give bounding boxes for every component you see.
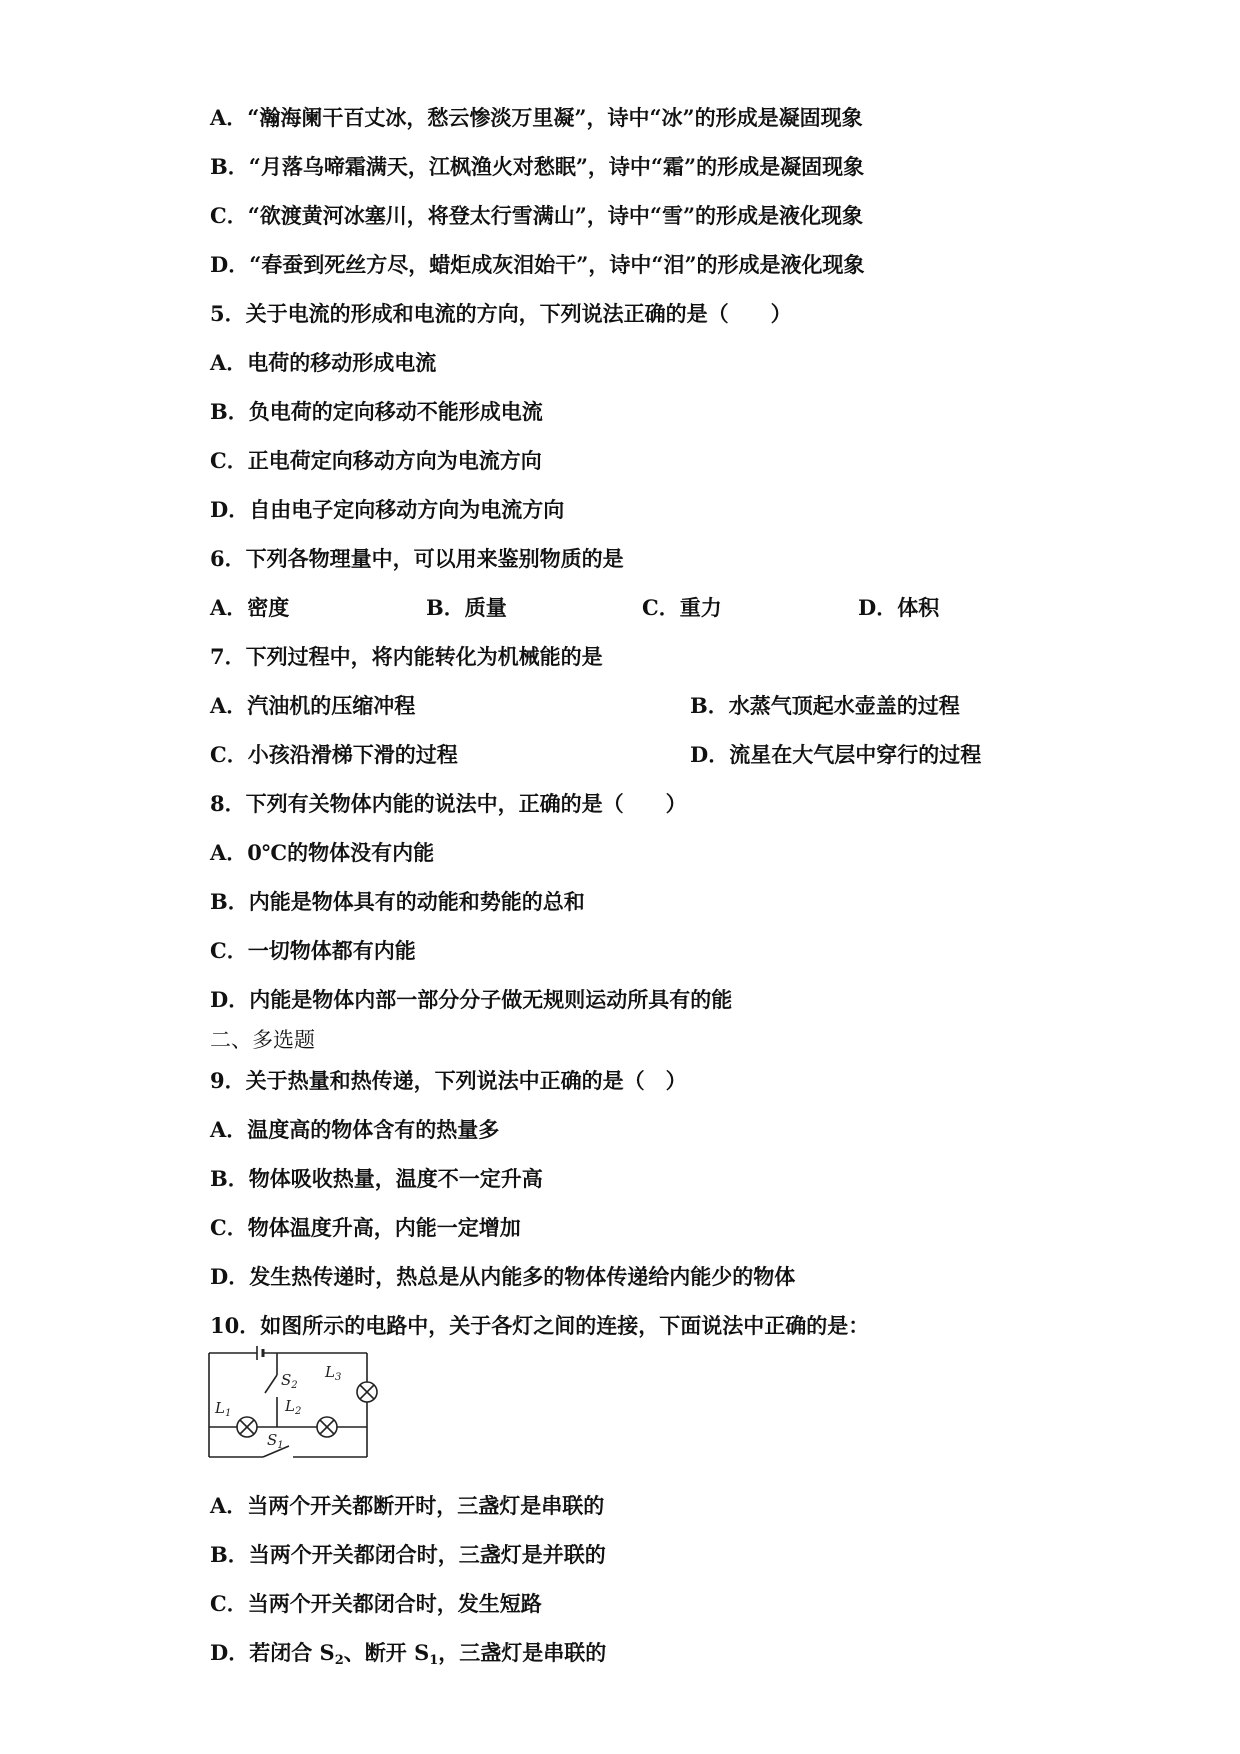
q8-option-d xyxy=(210,987,732,1013)
q9-option-c xyxy=(210,1215,521,1241)
option-label: B． xyxy=(210,1542,249,1567)
q7-option-d xyxy=(690,742,981,768)
label-s2: $S_2$ xyxy=(281,1371,298,1391)
option-label: C． xyxy=(210,938,248,963)
option-label: A． xyxy=(210,1493,248,1518)
q9-option-a xyxy=(210,1117,499,1143)
q9-stem: 9．关于热量和热传递，下列说法中正确的是（ ） xyxy=(210,1068,687,1093)
switch-s2-blade xyxy=(265,1375,277,1393)
option-text: 一切物体都有内能 xyxy=(247,938,416,963)
q5-option-c xyxy=(210,448,542,474)
switch-s2-subscript: 2 xyxy=(334,1653,344,1668)
q4-option-b xyxy=(210,154,864,180)
option-text-tail: ，三盏灯是串联的 xyxy=(438,1640,607,1665)
q6-option-c xyxy=(642,595,722,621)
q10-option-b xyxy=(210,1542,606,1568)
option-label: A． xyxy=(210,840,248,865)
option-text: 内能是物体内部一部分分子做无规则运动所具有的能 xyxy=(249,987,733,1012)
option-text: 小孩沿滑梯下滑的过程 xyxy=(247,742,458,767)
q7-option-b xyxy=(690,693,960,719)
switch-s1-subscript: 1 xyxy=(429,1653,439,1668)
label-l2: $L_2$ xyxy=(285,1397,302,1417)
option-text: 电荷的移动形成电流 xyxy=(247,350,437,375)
option-text: “欲渡黄河冰塞川，将登太行雪满山”，诗中“雪”的形成是液化现象 xyxy=(247,203,864,228)
option-text: 若闭合 xyxy=(249,1640,313,1665)
option-label: B． xyxy=(690,693,729,718)
option-text-mid: 、断开 xyxy=(343,1640,415,1665)
circuit-diagram xyxy=(205,1345,405,1460)
option-text: 物体吸收热量，温度不一定升高 xyxy=(248,1166,543,1191)
option-text: 0℃的物体没有内能 xyxy=(247,840,435,865)
section-heading-multiple-choice: 二、多选题 xyxy=(210,1028,315,1052)
option-text: 内能是物体具有的动能和势能的总和 xyxy=(248,889,585,914)
q4-option-a xyxy=(210,105,863,131)
option-label: C． xyxy=(210,1215,248,1240)
option-label: C． xyxy=(642,595,680,620)
q7-option-c xyxy=(210,742,458,768)
label-l3: $L_3$ xyxy=(325,1363,342,1383)
option-label: A． xyxy=(210,595,248,620)
switch-s2-symbol: S xyxy=(319,1640,335,1665)
option-label: B． xyxy=(210,1166,249,1191)
option-text: 流星在大气层中穿行的过程 xyxy=(729,742,982,767)
q9-option-d xyxy=(210,1264,795,1290)
q5-stem: 5．关于电流的形成和电流的方向，下列说法正确的是（ ） xyxy=(210,301,792,326)
q8-option-a xyxy=(210,840,434,866)
q8-option-c xyxy=(210,938,416,964)
option-label: B． xyxy=(210,889,249,914)
option-text: “瀚海阑干百丈冰，愁云惨淡万里凝”，诗中“冰”的形成是凝固现象 xyxy=(247,105,863,130)
option-label: C． xyxy=(210,742,248,767)
q7-option-a xyxy=(210,693,415,719)
q7-stem: 7．下列过程中，将内能转化为机械能的是 xyxy=(210,644,603,669)
option-label: D． xyxy=(858,595,898,620)
option-label: A． xyxy=(210,350,248,375)
q4-option-d xyxy=(210,252,865,278)
option-text: 物体温度升高，内能一定增加 xyxy=(247,1215,521,1240)
q8-option-b xyxy=(210,889,585,915)
q6-stem: 6．下列各物理量中，可以用来鉴别物质的是 xyxy=(210,546,624,571)
option-label: D． xyxy=(210,987,250,1012)
q5-option-a xyxy=(210,350,436,376)
option-text: 当两个开关都断开时，三盏灯是串联的 xyxy=(247,1493,605,1518)
option-label: D． xyxy=(690,742,730,767)
switch-s1-symbol: S xyxy=(414,1640,430,1665)
q6-option-a xyxy=(210,595,289,621)
option-text: “春蚕到死丝方尽，蜡炬成灰泪始干”，诗中“泪”的形成是液化现象 xyxy=(249,252,865,277)
option-text: 温度高的物体含有的热量多 xyxy=(247,1117,500,1142)
option-text: 自由电子定向移动方向为电流方向 xyxy=(249,497,565,522)
q8-stem: 8．下列有关物体内能的说法中，正确的是（ ） xyxy=(210,791,687,816)
option-text: 汽油机的压缩冲程 xyxy=(247,693,416,718)
q5-option-b xyxy=(210,399,543,425)
option-label: B． xyxy=(210,399,249,424)
option-text: 密度 xyxy=(247,595,290,620)
option-text: 正电荷定向移动方向为电流方向 xyxy=(247,448,542,473)
option-label: B． xyxy=(426,595,465,620)
option-label: A． xyxy=(210,1117,248,1142)
label-s1: $S_1$ xyxy=(267,1431,284,1451)
option-text: 重力 xyxy=(679,595,722,620)
q6-option-d xyxy=(858,595,939,621)
option-text: 负电荷的定向移动不能形成电流 xyxy=(248,399,543,424)
option-text: 体积 xyxy=(897,595,940,620)
option-text: 水蒸气顶起水壶盖的过程 xyxy=(728,693,960,718)
option-label: D． xyxy=(210,497,250,522)
q5-option-d xyxy=(210,497,564,523)
option-text: 质量 xyxy=(464,595,507,620)
q9-option-b xyxy=(210,1166,543,1192)
q10-option-d xyxy=(210,1640,606,1674)
q4-option-c xyxy=(210,203,863,229)
option-label: A． xyxy=(210,693,248,718)
q10-option-a xyxy=(210,1493,604,1519)
option-label: C． xyxy=(210,203,248,228)
option-label: D． xyxy=(210,1640,250,1665)
label-l1: $L_1$ xyxy=(215,1399,232,1419)
option-text: 当两个开关都闭合时，三盏灯是并联的 xyxy=(248,1542,606,1567)
option-text: 当两个开关都闭合时，发生短路 xyxy=(247,1591,542,1616)
option-label: B． xyxy=(210,154,249,179)
q10-option-c xyxy=(210,1591,542,1617)
option-text: 发生热传递时，热总是从内能多的物体传递给内能少的物体 xyxy=(249,1264,796,1289)
q6-option-b xyxy=(426,595,507,621)
option-label: D． xyxy=(210,252,250,277)
option-label: C． xyxy=(210,448,248,473)
option-label: C． xyxy=(210,1591,248,1616)
option-text: “月落乌啼霜满天，江枫渔火对愁眠”，诗中“霜”的形成是凝固现象 xyxy=(248,154,865,179)
option-label: A． xyxy=(210,105,248,130)
option-label: D． xyxy=(210,1264,250,1289)
q10-stem: 10．如图所示的电路中，关于各灯之间的连接，下面说法中正确的是： xyxy=(210,1313,870,1338)
